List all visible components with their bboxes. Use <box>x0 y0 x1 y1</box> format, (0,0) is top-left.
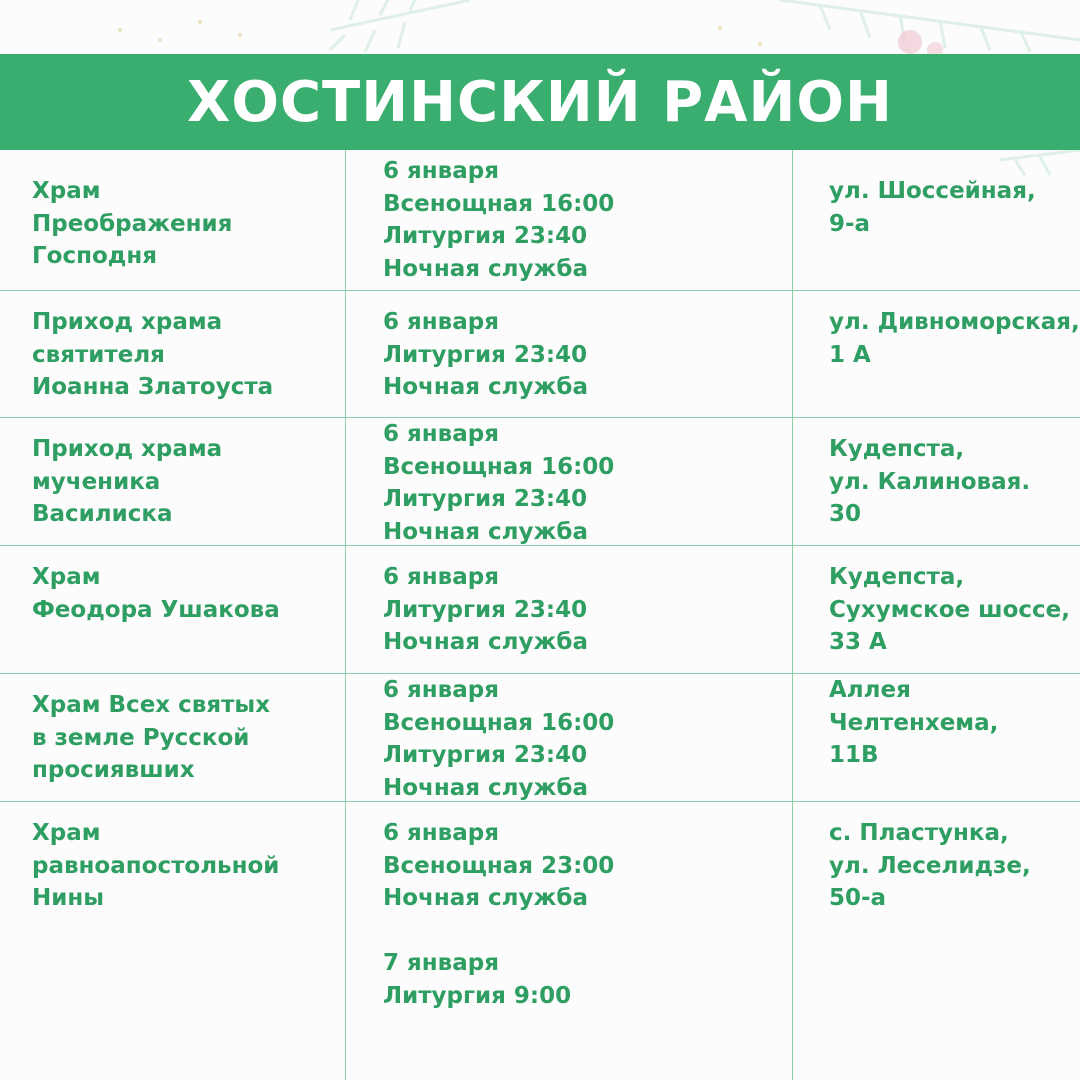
schedule-line: 7 января <box>383 950 499 976</box>
address-cell <box>829 291 1080 417</box>
schedule-line: Всенощная 16:00 <box>383 709 615 736</box>
title-banner <box>0 54 1080 150</box>
schedule-line: Ночная служба <box>383 255 588 282</box>
church-name-cell <box>32 291 342 417</box>
schedule-line: Ночная служба <box>383 374 588 400</box>
schedule-line: Ночная служба <box>383 774 588 801</box>
schedule-line: Литургия 23:40 <box>383 223 588 249</box>
church-name-line: просиявших <box>32 757 195 783</box>
church-name-line: Храм <box>32 178 101 204</box>
address-line: 11В <box>829 742 879 768</box>
schedule-line: Литургия 23:40 <box>383 596 588 623</box>
church-name-line: Приход храма <box>32 436 223 462</box>
address-line: Кудепста, <box>829 436 965 462</box>
address-line: ул. Шоссейная, <box>829 178 1036 204</box>
table-row <box>0 674 1080 802</box>
schedule-line: Всенощная 16:00 <box>383 453 615 480</box>
service-schedule-cell <box>383 802 788 1080</box>
schedule-line: Всенощная 23:00 <box>383 852 615 879</box>
schedule-line: 6 января <box>383 820 499 846</box>
address-line: с. Пластунка, <box>829 820 1009 846</box>
address-cell <box>829 802 1080 1080</box>
address-line: ул. Леселидзе, <box>829 852 1031 879</box>
church-name-line: в земле Русской <box>32 724 250 751</box>
church-name-line: Храм <box>32 820 101 846</box>
service-schedule-cell <box>383 150 788 290</box>
schedule-line: 6 января <box>383 677 499 703</box>
address-line: Челтенхема, <box>829 709 999 736</box>
address-line: ул. Калиновая. <box>829 468 1031 495</box>
church-name-line: равноапостольной <box>32 852 280 879</box>
church-name-line: Василиска <box>32 501 173 527</box>
address-cell <box>829 674 1080 801</box>
church-name-line: Господня <box>32 243 158 269</box>
address-cell <box>829 418 1080 545</box>
page-title: ХОСТИНСКИЙ РАЙОН <box>187 69 893 135</box>
address-cell <box>829 546 1080 673</box>
service-schedule-cell <box>383 418 788 545</box>
church-name-cell <box>32 546 342 673</box>
church-name-line: святителя <box>32 341 165 368</box>
table-row <box>0 291 1080 418</box>
address-line: Кудепста, <box>829 564 965 590</box>
schedule-line: Литургия 23:40 <box>383 742 588 768</box>
service-schedule-cell <box>383 674 788 801</box>
church-name-cell <box>32 802 342 1080</box>
schedule-line: 6 января <box>383 158 499 184</box>
schedule-line: Ночная служба <box>383 518 588 545</box>
table-row <box>0 802 1080 1080</box>
address-line: 50-а <box>829 885 887 911</box>
table-row <box>0 546 1080 674</box>
schedule-line: Литургия 23:40 <box>383 341 588 368</box>
schedule-line: Всенощная 16:00 <box>383 190 615 217</box>
schedule-line: Ночная служба <box>383 885 588 911</box>
table-row <box>0 150 1080 291</box>
address-line: 30 <box>829 501 862 527</box>
church-name-line: Нины <box>32 885 105 911</box>
address-line: Аллея <box>829 677 911 703</box>
schedule-spacer <box>383 915 788 948</box>
address-line: Сухумское шоссе, <box>829 596 1070 623</box>
church-name-line: Храм Всех святых <box>32 692 271 718</box>
address-line: 1 А <box>829 341 871 368</box>
church-name-line: Приход храма <box>32 309 223 335</box>
church-name-cell <box>32 150 342 290</box>
church-name-cell <box>32 674 342 801</box>
service-schedule-cell <box>383 291 788 417</box>
schedule-line: 6 января <box>383 309 499 335</box>
address-line: 33 А <box>829 629 887 655</box>
schedule-line: Литургия 9:00 <box>383 982 572 1009</box>
church-name-line: Преображения <box>32 210 233 237</box>
church-name-line: Иоанна Златоуста <box>32 374 274 400</box>
church-name-line: мученика <box>32 468 161 495</box>
address-line: ул. Дивноморская, <box>829 309 1080 335</box>
address-cell <box>829 150 1080 290</box>
schedule-line: 6 января <box>383 564 499 590</box>
table-row <box>0 418 1080 546</box>
schedule-line: Литургия 23:40 <box>383 486 588 512</box>
address-line: 9-а <box>829 210 871 237</box>
service-schedule-cell <box>383 546 788 673</box>
schedule-table <box>0 150 1080 1080</box>
church-name-line: Храм <box>32 564 101 590</box>
schedule-line: Ночная служба <box>383 629 588 655</box>
church-name-line: Феодора Ушакова <box>32 596 280 623</box>
schedule-line: 6 января <box>383 421 499 447</box>
church-name-cell <box>32 418 342 545</box>
